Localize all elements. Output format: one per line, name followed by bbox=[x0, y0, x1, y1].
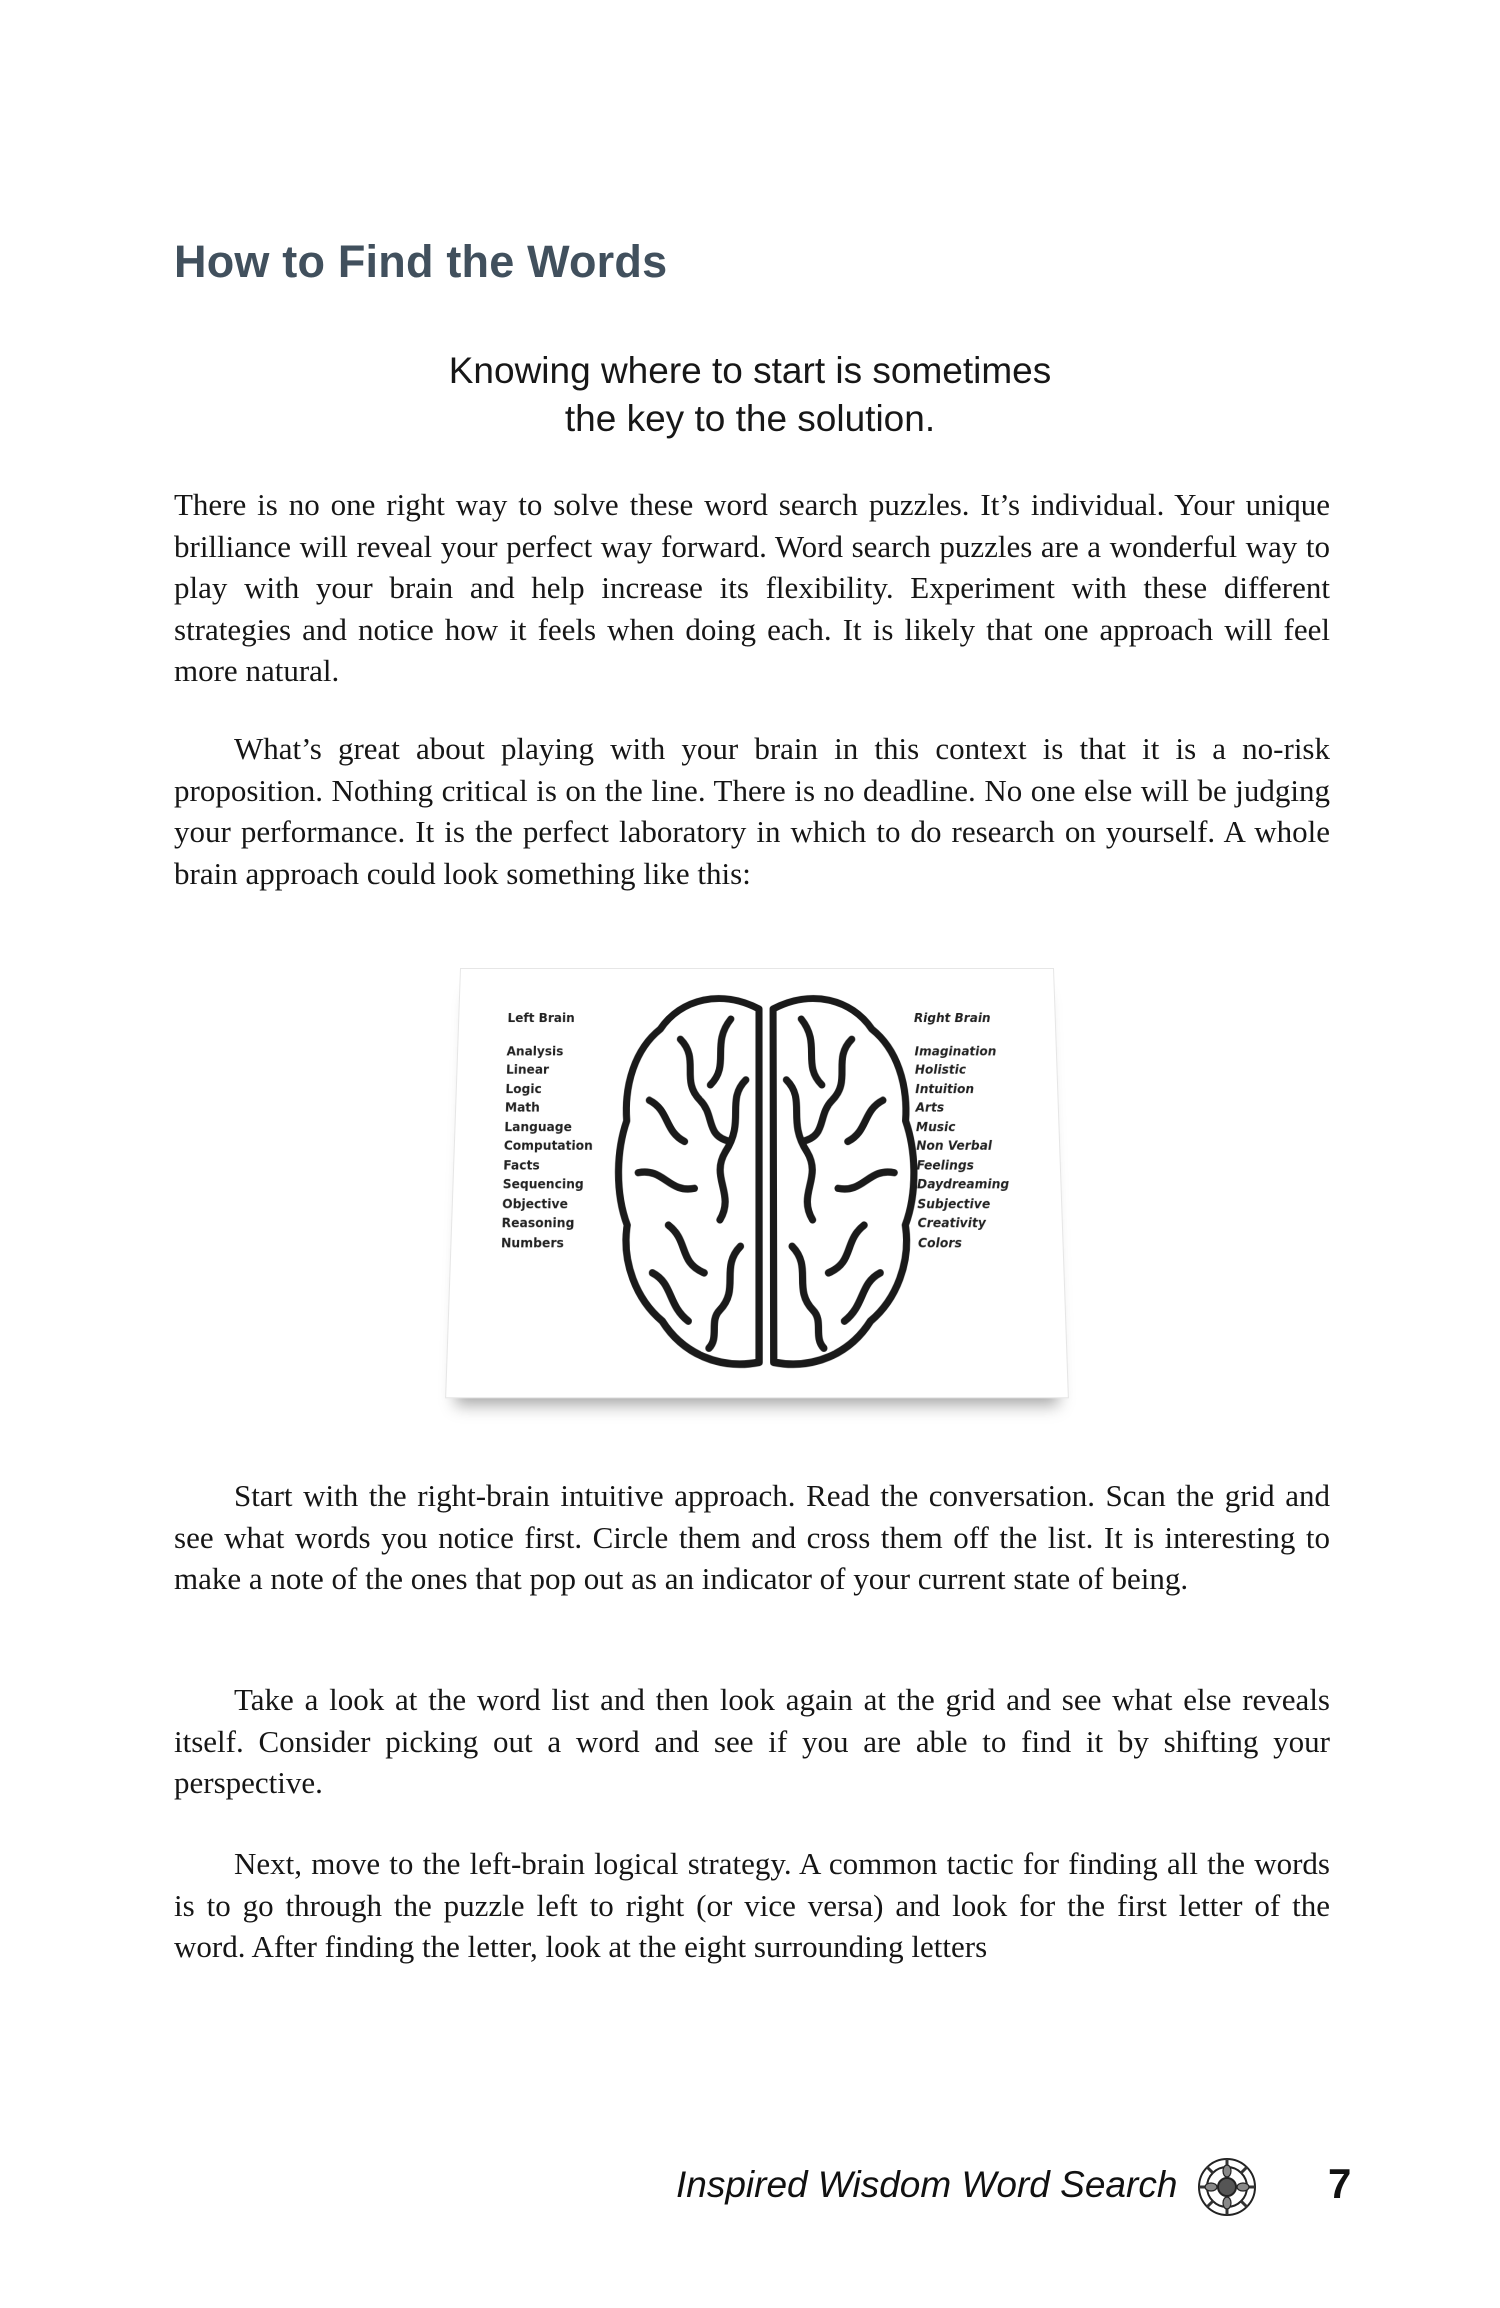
right-brain-list bbox=[914, 1009, 1011, 1253]
mandala-icon bbox=[1194, 2154, 1260, 2220]
right-brain-item: Colors bbox=[917, 1235, 963, 1250]
whole-brain-figure bbox=[448, 968, 1056, 1403]
left-brain-item: Computation bbox=[503, 1138, 593, 1153]
left-brain-list bbox=[501, 1009, 596, 1253]
paragraph-left-brain: Next, move to the left-brain logical strategy. A common tactic for finding all the words is to go through the puzzle left to right (or vice versa) and look for the first letter of the word. After finding the letter, look at the eight surrounding letters bbox=[174, 1846, 1330, 1965]
left-brain-item: Reasoning bbox=[501, 1215, 575, 1231]
paragraph-no-risk: What’s great about playing with your brain in this context is that it is a no-risk proposition. Nothing critical is on the line. There is no deadline. No one else will be judging your performance. It is the perfect laboratory in which to do research on yourself. A whole brain approach could look something like this: bbox=[174, 731, 1330, 891]
right-brain-title: Right Brain bbox=[913, 1010, 991, 1026]
paragraph-intro: There is no one right way to solve these word search puzzles. It’s individual. Your unique brilliance will reveal your perfect way forward. Word search puzzles are a wonderful way to play with your brain and help increase its flexibility. Experiment with these different strategies and notice how it feels when doing each. It is likely that one approach will feel more natural. bbox=[174, 487, 1330, 689]
right-brain-item: Daydreaming bbox=[916, 1176, 1010, 1192]
left-brain-item: Analysis bbox=[506, 1043, 564, 1058]
figure-card bbox=[445, 968, 1069, 1398]
subtitle-line-1: Knowing where to start is sometimes bbox=[448, 350, 1052, 391]
left-brain-item: Math bbox=[504, 1100, 541, 1115]
right-brain-item: Holistic bbox=[914, 1062, 967, 1077]
left-brain-item: Logic bbox=[505, 1081, 542, 1096]
brain-illustration bbox=[604, 989, 929, 1386]
paragraph-word-list: Take a look at the word list and then look again at the grid and see what else reveals itself. Consider picking out a word and see if you are able to find it by shifting your perspective. bbox=[174, 1682, 1330, 1801]
right-brain-item: Subjective bbox=[917, 1196, 991, 1211]
right-brain-item: Creativity bbox=[917, 1215, 987, 1231]
left-brain-item: Objective bbox=[501, 1196, 569, 1211]
left-brain-item: Numbers bbox=[500, 1235, 565, 1250]
right-brain-item: Music bbox=[915, 1119, 956, 1134]
page-number: 7 bbox=[1328, 2160, 1352, 2207]
right-brain-item: Imagination bbox=[914, 1043, 997, 1058]
left-brain-title: Left Brain bbox=[507, 1010, 575, 1026]
paragraph-right-brain: Start with the right-brain intuitive approach. Read the conversation. Scan the grid and see what words you notice first. Circle them and cross them off the list. It is interesting to make a note of the ones that pop out as an indicator of your current state of being. bbox=[174, 1478, 1330, 1597]
left-brain-item: Facts bbox=[503, 1157, 540, 1173]
right-brain-item: Intuition bbox=[915, 1081, 975, 1096]
right-brain-item: Arts bbox=[915, 1100, 945, 1115]
left-brain-item: Sequencing bbox=[502, 1176, 584, 1192]
right-brain-item: Non Verbal bbox=[916, 1138, 993, 1153]
right-brain-item: Feelings bbox=[916, 1157, 975, 1173]
left-brain-item: Language bbox=[504, 1119, 573, 1134]
footer-book-title: Inspired Wisdom Word Search bbox=[676, 2164, 1178, 2205]
subtitle-line-2: the key to the solution. bbox=[564, 398, 936, 439]
section-heading: How to Find the Words bbox=[174, 236, 668, 287]
left-brain-item: Linear bbox=[505, 1062, 550, 1077]
